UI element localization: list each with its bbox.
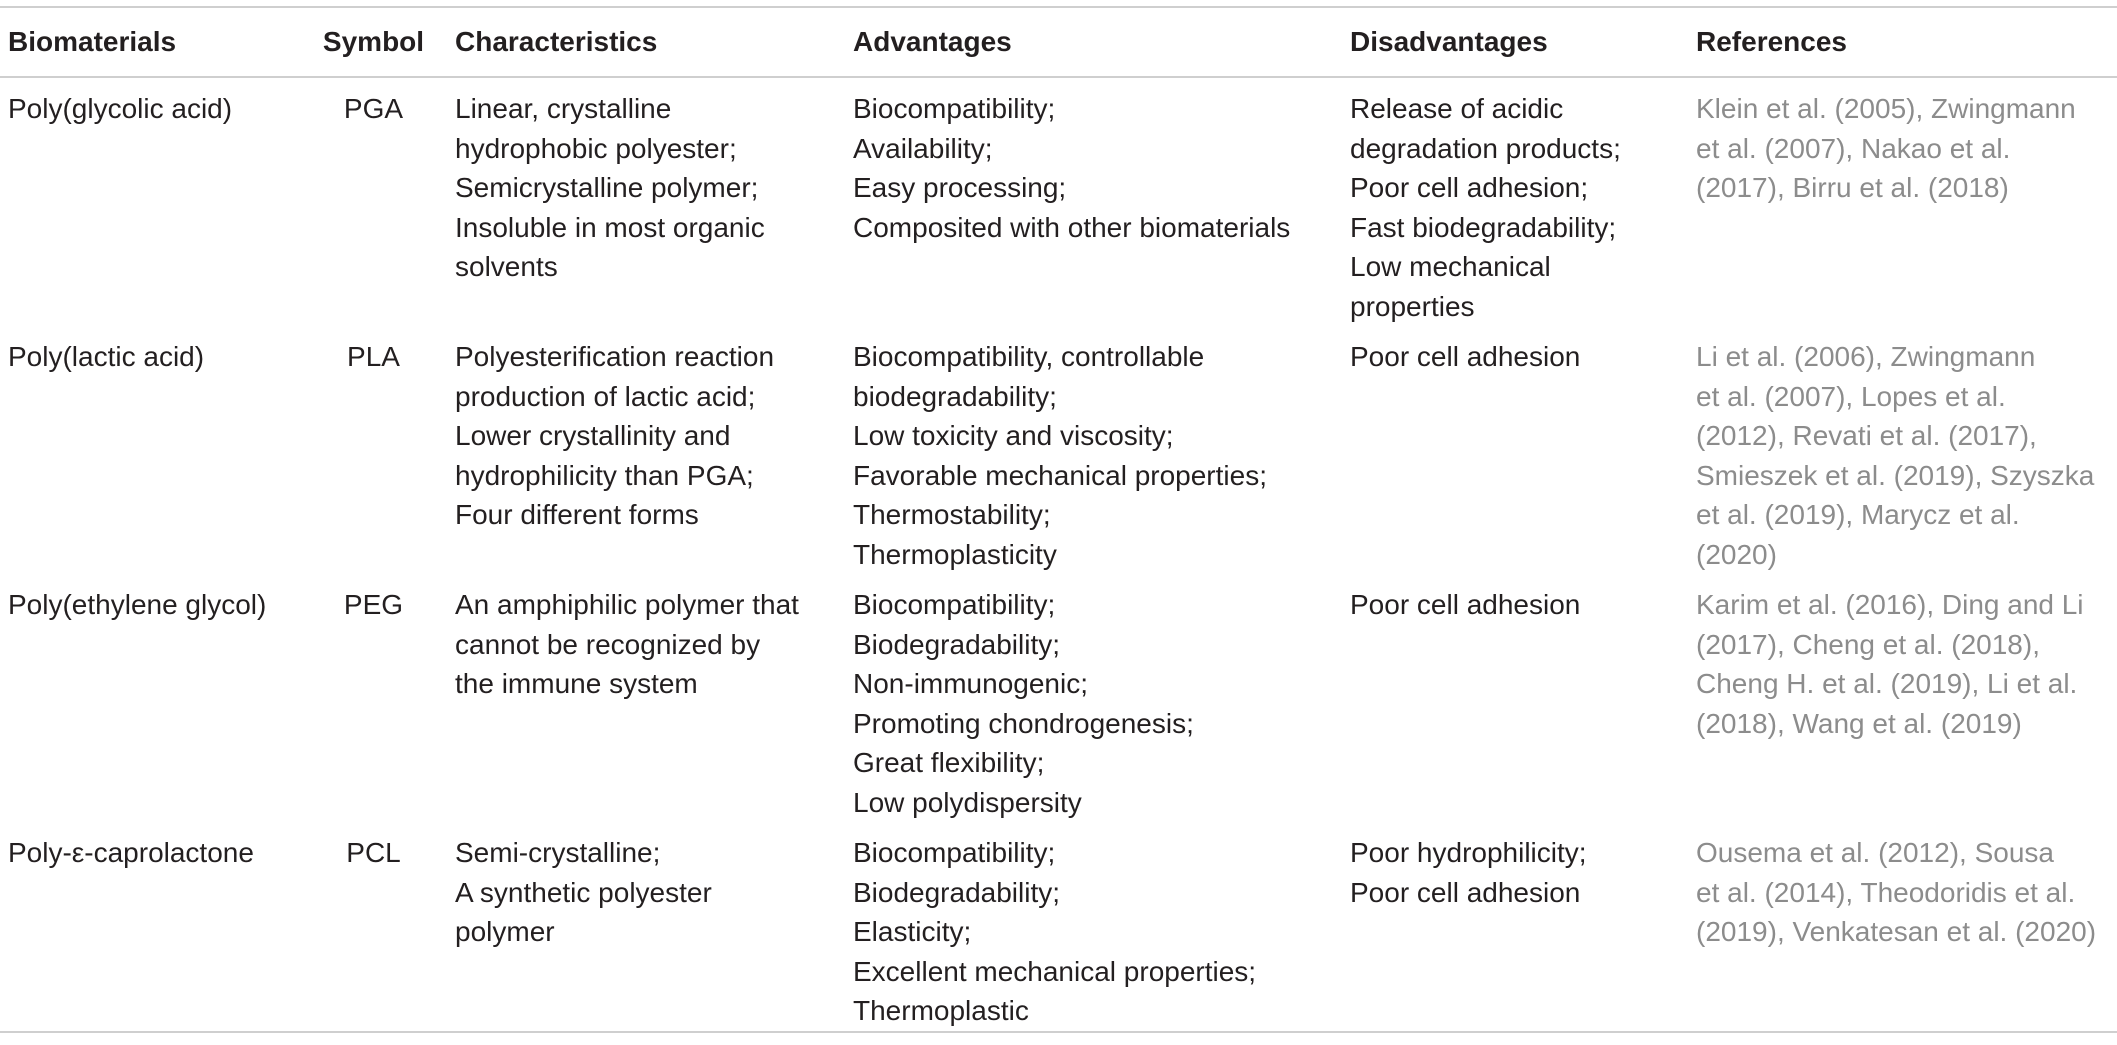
- cell-line: (2017), Cheng et al. (2018),: [1696, 628, 2040, 660]
- cell-line: Semicrystalline polymer;: [455, 172, 759, 203]
- header-row: [0, 7, 2117, 77]
- cell-line: Poor cell adhesion: [1350, 876, 1581, 908]
- cell-line: Lower crystallinity and: [455, 420, 731, 451]
- cell-line: Thermoplasticity: [853, 538, 1057, 570]
- table-row: [0, 822, 2117, 1032]
- cell-line: hydrophilicity than PGA;: [455, 459, 754, 491]
- cell-line: et al. (2019), Marycz et al.: [1696, 499, 2020, 530]
- cell-line: Promoting chondrogenesis;: [853, 707, 1194, 739]
- cell-line: Great flexibility;: [853, 747, 1045, 778]
- cell-line: Cheng H. et al. (2019), Li et al.: [1696, 668, 2078, 699]
- header-disadvantages: Disadvantages: [1350, 26, 1548, 57]
- cell-line: Li et al. (2006), Zwingmann: [1696, 341, 2036, 372]
- cell-characteristics: [447, 822, 845, 1032]
- cell-line: Low polydispersity: [853, 786, 1082, 818]
- header-references: References: [1696, 26, 1847, 57]
- cell-line: Biodegradability;: [853, 876, 1061, 908]
- header-characteristics: Characteristics: [455, 26, 658, 57]
- cell-line: Four different forms: [455, 499, 699, 530]
- cell-line: Low toxicity and viscosity;: [853, 420, 1174, 451]
- cell-line: Poor cell adhesion;: [1350, 172, 1589, 203]
- cell-line: Biodegradability;: [853, 628, 1061, 660]
- cell-references: [1688, 326, 2117, 574]
- cell-line: Polyesterification reaction: [455, 341, 775, 372]
- cell-biomaterial: Poly(glycolic acid): [8, 93, 233, 124]
- cell-biomaterial: Poly(ethylene glycol): [8, 589, 267, 620]
- cell-line: (2018), Wang et al. (2019): [1696, 707, 2022, 739]
- table-row: [0, 326, 2117, 574]
- cell-references: [1688, 77, 2117, 326]
- cell-line: (2017), Birru et al. (2018): [1696, 172, 2009, 203]
- cell-line: Ousema et al. (2012), Sousa: [1696, 837, 2054, 868]
- cell-line: Easy processing;: [853, 172, 1067, 203]
- header-biomaterials: Biomaterials: [8, 26, 177, 57]
- cell-line: Non-immunogenic;: [853, 668, 1088, 699]
- cell-line: Poor hydrophilicity;: [1350, 837, 1587, 868]
- cell-line: Biocompatibility;: [853, 589, 1056, 620]
- header-advantages: Advantages: [853, 26, 1012, 57]
- cell-biomaterial: Poly(lactic acid): [8, 341, 205, 372]
- cell-symbol: PLA: [347, 341, 400, 372]
- cell-line: et al. (2014), Theodoridis et al.: [1696, 876, 2076, 908]
- cell-characteristics: [447, 77, 845, 326]
- cell-line: Poor cell adhesion: [1350, 341, 1581, 372]
- cell-line: (2020): [1696, 538, 1777, 570]
- cell-line: production of lactic acid;: [455, 380, 756, 412]
- cell-line: Karim et al. (2016), Ding and Li: [1696, 589, 2084, 620]
- cell-line: properties: [1350, 290, 1475, 322]
- cell-line: Fast biodegradability;: [1350, 211, 1617, 243]
- cell-symbol: PCL: [346, 837, 401, 868]
- cell-line: An amphiphilic polymer that: [455, 589, 799, 620]
- table-body: [0, 77, 2117, 1032]
- cell-line: hydrophobic polyester;: [455, 132, 737, 164]
- cell-line: (2012), Revati et al. (2017),: [1696, 420, 2037, 451]
- cell-line: Low mechanical: [1350, 251, 1551, 282]
- cell-line: Excellent mechanical properties;: [853, 955, 1257, 987]
- cell-advantages: [845, 77, 1342, 326]
- cell-symbol: PEG: [343, 589, 404, 620]
- cell-line: Biocompatibility, controllable: [853, 341, 1205, 372]
- cell-line: Biocompatibility;: [853, 93, 1056, 124]
- cell-line: et al. (2007), Lopes et al.: [1696, 380, 2006, 412]
- cell-line: degradation products;: [1350, 132, 1621, 164]
- cell-line: et al. (2007), Nakao et al.: [1696, 132, 2011, 164]
- cell-advantages: [845, 574, 1342, 822]
- cell-disadvantages: [1342, 77, 1688, 326]
- table-row: [0, 574, 2117, 822]
- cell-line: Biocompatibility;: [853, 837, 1056, 868]
- cell-line: the immune system: [455, 668, 698, 699]
- cell-line: (2019), Venkatesan et al. (2020): [1696, 916, 2097, 947]
- cell-references: [1688, 574, 2117, 822]
- biomaterials-table: [0, 6, 2117, 1033]
- cell-references: [1688, 822, 2117, 1032]
- cell-line: solvents: [455, 251, 558, 282]
- cell-line: polymer: [455, 916, 555, 947]
- cell-line: Thermoplastic: [853, 995, 1029, 1026]
- table-row: [0, 77, 2117, 326]
- cell-characteristics: [447, 574, 845, 822]
- cell-line: Elasticity;: [853, 916, 972, 947]
- table-header: [0, 7, 2117, 77]
- cell-line: A synthetic polyester: [455, 876, 712, 908]
- cell-line: Linear, crystalline: [455, 93, 672, 124]
- cell-disadvantages: [1342, 574, 1688, 822]
- cell-line: Smieszek et al. (2019), Szyszka: [1696, 459, 2095, 491]
- cell-characteristics: [447, 326, 845, 574]
- cell-advantages: [845, 326, 1342, 574]
- cell-disadvantages: [1342, 326, 1688, 574]
- cell-line: biodegradability;: [853, 380, 1057, 412]
- cell-line: Semi-crystalline;: [455, 837, 661, 868]
- cell-line: Favorable mechanical properties;: [853, 459, 1267, 491]
- cell-line: Klein et al. (2005), Zwingmann: [1696, 93, 2076, 124]
- cell-line: Release of acidic: [1350, 93, 1564, 124]
- header-symbol: Symbol: [322, 26, 425, 57]
- cell-advantages: [845, 822, 1342, 1032]
- cell-line: cannot be recognized by: [455, 628, 761, 660]
- cell-line: Insoluble in most organic: [455, 211, 765, 243]
- cell-line: Availability;: [853, 132, 993, 164]
- cell-biomaterial: Poly-ε-caprolactone: [8, 837, 254, 868]
- biomaterials-table-container: [0, 6, 2117, 1033]
- cell-symbol: PGA: [343, 93, 404, 124]
- cell-disadvantages: [1342, 822, 1688, 1032]
- cell-line: Poor cell adhesion: [1350, 589, 1581, 620]
- cell-line: Composited with other biomaterials: [853, 211, 1291, 243]
- cell-line: Thermostability;: [853, 499, 1051, 530]
